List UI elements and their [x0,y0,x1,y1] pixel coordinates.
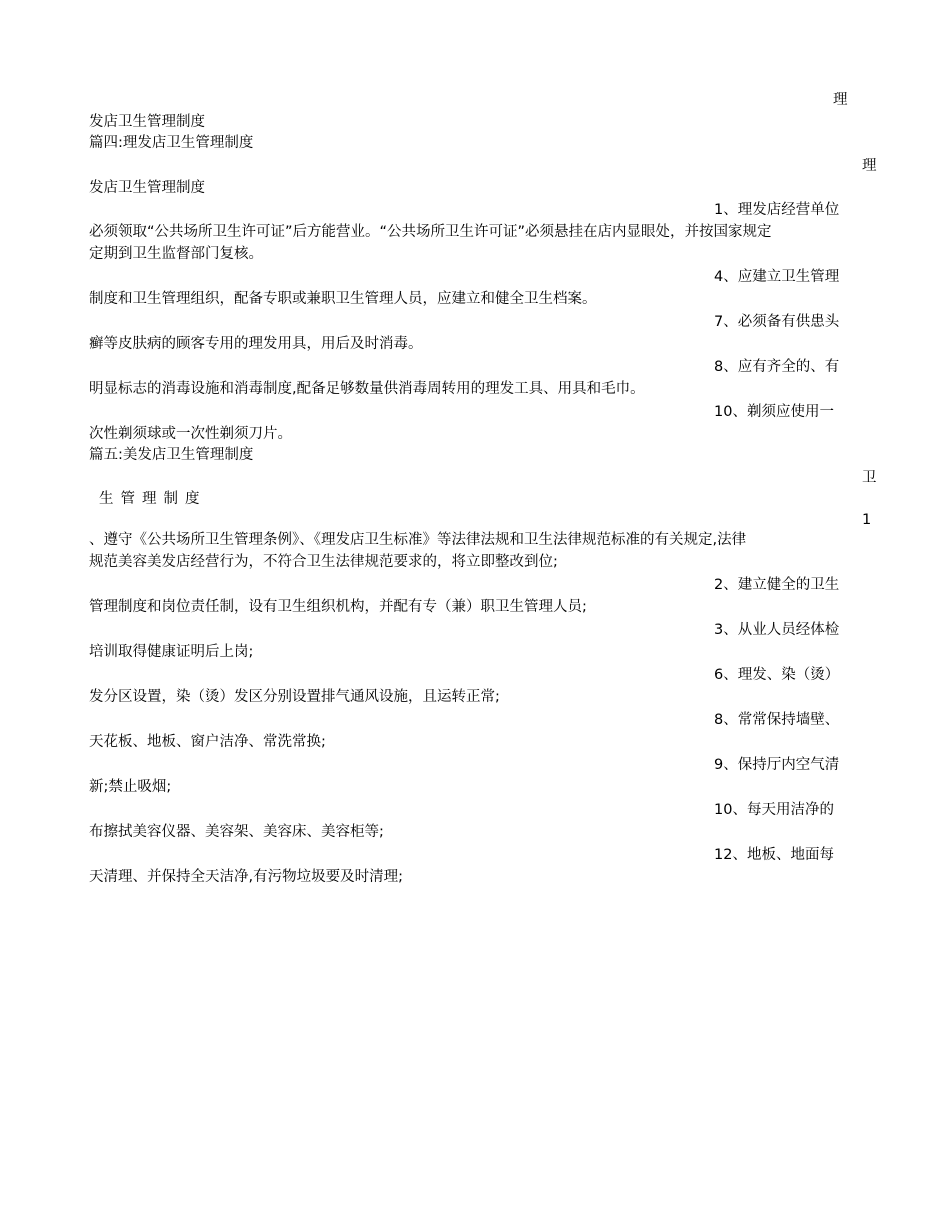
text-line: 发店卫生管理制度 [89,114,205,130]
text-line: 12、地板、地面每 [714,847,834,863]
text-line: 7、必须备有供患头 [714,314,840,330]
text-line: 发分区设置，染（烫）发区分别设置排气通风设施，且运转正常; [89,689,500,705]
text-line: 8、常常保持墙壁、 [714,712,840,728]
text-line: 4、应建立卫生管理 [714,269,840,285]
text-line: 、遵守《公共场所卫生管理条例》、《理发店卫生标准》等法律法规和卫生法律规范标准的有关规定,法律 [89,532,747,548]
text-line: 定期到卫生监督部门复核。 [89,246,263,262]
text-line: 10、剃须应使用一 [714,404,834,420]
text-line: 必须领取“公共场所卫生许可证”后方能营业。“公共场所卫生许可证”必须悬挂在店内显眼处，并按国家规定 [89,224,772,240]
text-line: 1 [862,512,872,528]
text-line: 布擦拭美容仪器、美容架、美容床、美容柜等; [89,824,384,840]
text-line: 制度和卫生管理组织，配备专职或兼职卫生管理人员，应建立和健全卫生档案。 [89,291,597,307]
text-line: 10、每天用洁净的 [714,802,834,818]
text-line: 1、理发店经营单位 [714,202,840,218]
text-line: 癣等皮肤病的顾客专用的理发用具，用后及时消毒。 [89,336,423,352]
text-line: 生管理制度 [99,491,207,507]
text-line: 卫 [862,470,877,486]
section-heading: 篇四:理发店卫生管理制度 [89,135,254,151]
text-line: 规范美容美发店经营行为，不符合卫生法律规范要求的，将立即整改到位; [89,554,558,570]
section-heading: 篇五:美发店卫生管理制度 [89,447,254,463]
text-line: 发店卫生管理制度 [89,180,205,196]
text-line: 理 [862,158,877,174]
text-line: 培训取得健康证明后上岗; [89,644,254,660]
text-line: 2、建立健全的卫生 [714,577,840,593]
text-line: 天清理、并保持全天洁净,有污物垃圾要及时清理; [89,869,403,885]
text-line: 新;禁止吸烟; [89,779,172,795]
text-line: 9、保持厅内空气清 [714,757,840,773]
text-line: 6、理发、染（烫） [714,667,840,683]
text-line: 8、应有齐全的、有 [714,359,840,375]
text-line: 3、从业人员经体检 [714,622,840,638]
text-line: 明显标志的消毒设施和消毒制度,配备足够数量供消毒周转用的理发工具、用具和毛巾。 [89,381,645,397]
text-line: 管理制度和岗位责任制，设有卫生组织机构，并配有专（兼）职卫生管理人员; [89,599,587,615]
text-line: 理 [833,92,848,108]
text-line: 次性剃须球或一次性剃须刀片。 [89,426,292,442]
text-line: 天花板、地板、窗户洁净、常洗常换; [89,734,326,750]
